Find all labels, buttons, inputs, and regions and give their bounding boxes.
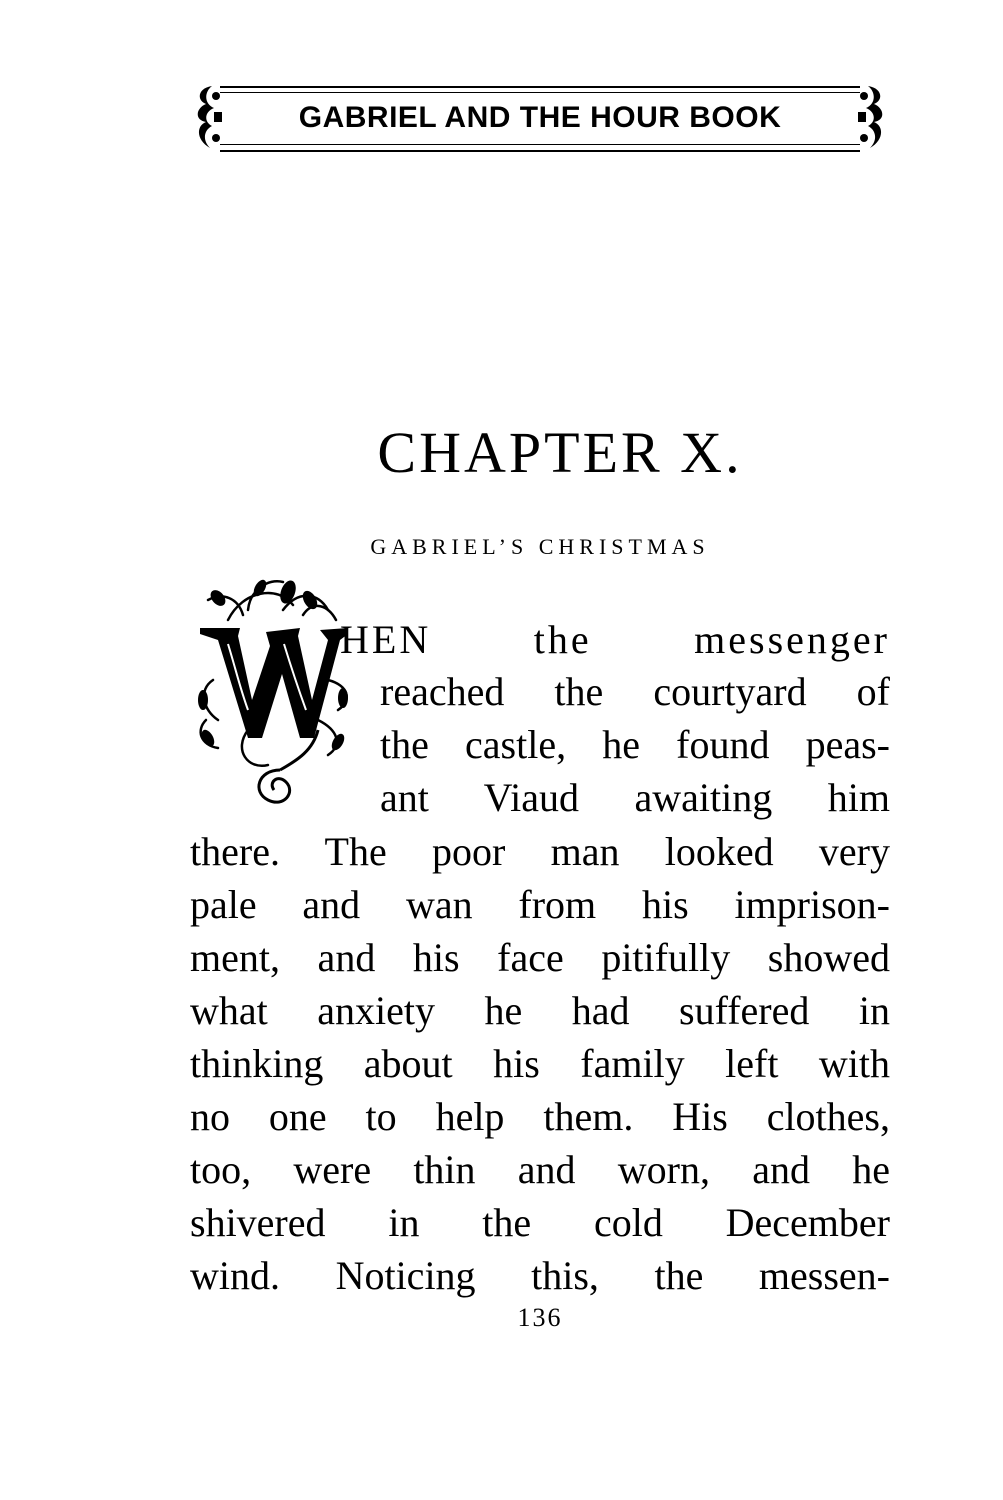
header-rule [220, 144, 860, 145]
scroll-ornament-icon [190, 82, 224, 154]
body-text-line: pale and wan from his imprison- [190, 882, 890, 927]
running-title: GABRIEL AND THE HOUR BOOK [298, 101, 782, 134]
body-text-line: there. The poor man looked very [190, 829, 890, 874]
scroll-ornament-icon [856, 82, 890, 154]
running-header [190, 80, 890, 156]
chapter-title: CHAPTER X. [377, 420, 743, 485]
ornate-initial-w-icon [188, 570, 358, 810]
body-text-line: HEN the messenger [340, 617, 890, 662]
header-rule [220, 86, 860, 88]
body-text-line: ment, and his face pitifully showed [190, 935, 890, 980]
body-text-line: no one to help them. His clothes, [190, 1094, 890, 1139]
body-text-line: too, were thin and worn, and he [190, 1147, 890, 1192]
body-text-line: the castle, he found peas- [380, 722, 890, 767]
body-text-line: reached the courtyard of [380, 669, 890, 714]
body-text-line: what anxiety he had suffered in [190, 988, 890, 1033]
body-text-line: ant Viaud awaiting him [380, 775, 890, 820]
page-number: 136 [517, 1303, 563, 1332]
header-rule [220, 150, 860, 152]
chapter-subtitle: GABRIEL’S CHRISTMAS [370, 534, 710, 559]
body-text-line: shivered in the cold December [190, 1200, 890, 1245]
body-text-line: thinking about his family left with [190, 1041, 890, 1086]
body-text-line: wind. Noticing this, the messen- [190, 1253, 890, 1298]
header-rule [220, 92, 860, 93]
